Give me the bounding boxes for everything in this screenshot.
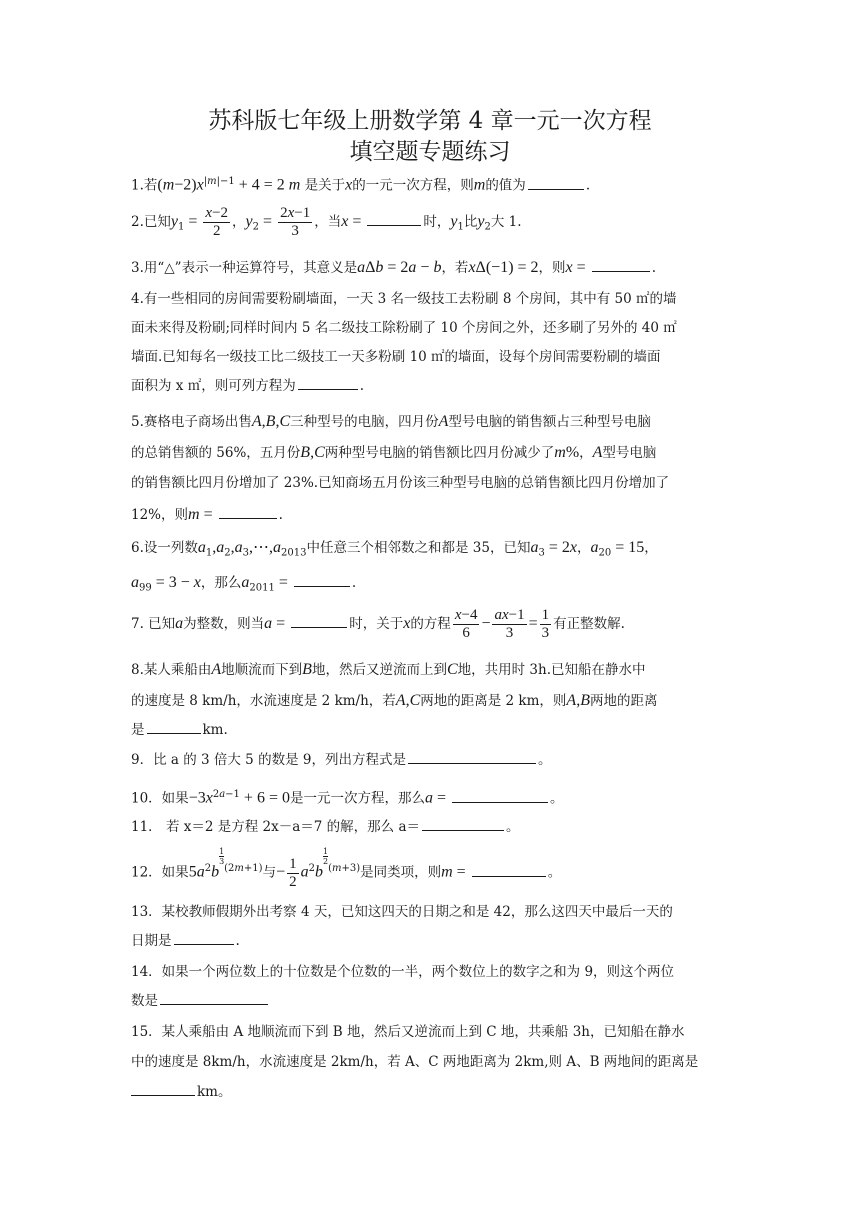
q8-text: 地，然后又逆流而上到 bbox=[311, 662, 447, 678]
question-5: 5.赛格电子商场出售A,B,C三种型号的电脑，四月份A型号电脑的销售额占三种型号电脑 bbox=[131, 413, 651, 430]
answer-blank[interactable] bbox=[472, 862, 546, 877]
q14-text: 14．如果一个两位数上的十位数是个位数的一半，两个数位上的数字之和为 9，则这个两位 bbox=[131, 964, 675, 980]
q2-text: 2.已知 bbox=[131, 214, 171, 230]
fraction: $\frac{2x-1}{3}$ bbox=[280, 205, 311, 239]
question-3: 3.用“△”表示一种运算符号，其意义是aΔb = 2a − b，若xΔ(−1) = 2，则x = . bbox=[131, 259, 656, 276]
q13-text: 日期是 bbox=[131, 933, 172, 949]
question-4-line4 bbox=[131, 372, 731, 401]
question-4 bbox=[131, 285, 731, 314]
document-subtitle: 填空题专题练习 bbox=[349, 139, 511, 165]
q12-text: 是同类项，则 bbox=[360, 864, 442, 881]
question-1: 1.若$(m-2)x^{|m|-1} + 4 = 2$ m 是关于x的一元一次方程，则m的值为 . bbox=[131, 176, 591, 194]
fraction: $\frac{x-2}{2}$ bbox=[205, 205, 229, 239]
question-11 bbox=[131, 813, 731, 842]
question-14 bbox=[131, 958, 731, 987]
q3-end: . bbox=[651, 260, 656, 276]
q8-text: 两地的距离 bbox=[589, 693, 658, 709]
q5-text: 型号电脑的销售额占三种型号电脑 bbox=[448, 414, 651, 430]
q1-text: 是关于 bbox=[304, 177, 346, 194]
question-13-line2 bbox=[131, 927, 731, 956]
question-14-line2 bbox=[131, 987, 731, 1016]
question-8-line2: 的速度是 8 km/h，水流速度是 2 km/h，若A,C两地的距离是 2 km，则A,B两地的距离 bbox=[131, 692, 658, 709]
q9-text: 9．比 a 的 3 倍大 5 的数是 9，列出方程式是 bbox=[131, 752, 406, 768]
q9-end: 。 bbox=[537, 752, 552, 768]
answer-blank[interactable] bbox=[422, 816, 504, 831]
q7-text: 时，关于 bbox=[349, 616, 404, 632]
q5-text: ， bbox=[579, 445, 593, 461]
answer-blank[interactable] bbox=[147, 719, 201, 734]
q6-text: 中任意三个相邻数之和都是 35，已知 bbox=[306, 540, 531, 556]
answer-blank[interactable] bbox=[367, 211, 421, 226]
q12-text: 与 bbox=[262, 864, 277, 881]
question-5-line4: 12%，则m = . bbox=[131, 506, 283, 523]
q8-text: 8.某人乘船由 bbox=[131, 662, 212, 678]
q8-text: 是 bbox=[131, 722, 145, 738]
q5-end: . bbox=[278, 507, 283, 523]
q5-text: 的总销售额的 56%，五月份 bbox=[131, 445, 301, 461]
answer-blank[interactable] bbox=[592, 257, 650, 272]
answer-blank[interactable] bbox=[131, 1081, 195, 1096]
question-6-line2: $a_{99} = 3 - x$，那么$a_{2011}$ = . bbox=[131, 574, 357, 594]
question-12: 12．如果$5a^2b$ $^{\frac{1}{3} (2m+1)}$与− $\frac{1}{2}$ $a^2b$ $^{\frac{1}{2} (m+3)}$是同类项，则m = 。 bbox=[131, 846, 562, 890]
q15-text: km。 bbox=[197, 1084, 232, 1100]
question-9 bbox=[131, 746, 731, 775]
q8-text: 的速度是 8 km/h，水流速度是 2 km/h，若 bbox=[131, 693, 396, 709]
q5-text: 5.赛格电子商场出售 bbox=[131, 414, 252, 430]
q8-text: 两地的距离是 2 km，则 bbox=[420, 693, 567, 709]
answer-blank[interactable] bbox=[294, 572, 350, 587]
q7-text: 为整数，则当 bbox=[183, 616, 265, 632]
q5-text: 的销售额比四月份增加了 23%.已知商场五月份该三种型号电脑的总销售额比四月份增加了 bbox=[131, 475, 670, 491]
question-5-line3 bbox=[131, 469, 731, 498]
fraction: $\frac{1}{3}$ bbox=[541, 607, 550, 641]
q1-text: 的一元一次方程，则 bbox=[352, 177, 474, 194]
question-15-line2 bbox=[131, 1048, 731, 1077]
q12-end: 。 bbox=[547, 864, 562, 881]
q4-line: 面未来得及粉刷;同样时间内 5 名二级技工除粉刷了 10 个房间之外，还多刷了另外的 40 ㎡ bbox=[131, 320, 677, 336]
q6-end: . bbox=[351, 575, 357, 591]
q13-end: . bbox=[235, 933, 240, 949]
q15-text: 15．某人乘船由 A 地顺流而下到 B 地，然后又逆流而上到 C 地，共乘船 3h，已知船在静水 bbox=[131, 1024, 685, 1040]
question-8-line3 bbox=[131, 716, 731, 745]
q7-text: 7. 已知 bbox=[131, 616, 176, 632]
q2-text: 时， bbox=[423, 214, 451, 230]
q10-text: 10．如果 bbox=[131, 790, 189, 807]
q2-text: 比 bbox=[463, 214, 478, 230]
fraction: $\frac{x-4}{6}$ bbox=[454, 607, 478, 641]
q4-line: 面积为 x ㎡，则可列方程为 bbox=[131, 378, 296, 394]
q6-text: ， bbox=[576, 540, 591, 556]
q13-text: 13．某校教师假期外出考察 4 天，已知这四天的日期之和是 42，那么这四天中最后一天的 bbox=[131, 904, 673, 920]
q8-text: 地，共用时 3h.已知船在静水中 bbox=[457, 662, 646, 678]
q10-text: 是一元一次方程，那么 bbox=[289, 790, 425, 807]
q1-text: 的值为 bbox=[485, 177, 526, 194]
question-8: 8.某人乘船由A地顺流而下到B地，然后又逆流而上到C地，共用时 3h.已知船在静水中 bbox=[131, 661, 646, 678]
q7-text: 有正整数解. bbox=[553, 616, 625, 632]
q3-text: 3.用“△”表示一种运算符号，其意义是 bbox=[131, 260, 358, 276]
q3-text: ，若 bbox=[441, 260, 469, 276]
q10-end: 。 bbox=[550, 790, 564, 807]
answer-blank[interactable] bbox=[174, 930, 234, 945]
answer-blank[interactable] bbox=[298, 375, 358, 390]
question-6: 6.设一列数$a_1,a_2,a_3,\cdots,a_{2013}$中任意三个相邻数之和都是 35，已知$a_3 = 2x$，$a_{20} = 15$， bbox=[131, 539, 658, 559]
q2-text: 大 1. bbox=[490, 214, 522, 230]
q5-text: 两种型号电脑的销售额比四月份减少了 bbox=[324, 445, 555, 461]
question-5-line2: 的总销售额的 56%，五月份B,C两种型号电脑的销售额比四月份减少了m%，A型号电脑 bbox=[131, 444, 657, 461]
fraction: $\frac{ax-1}{3}$ bbox=[494, 607, 525, 641]
q5-text: 型号电脑 bbox=[602, 445, 657, 461]
q5-text: 12%，则 bbox=[131, 507, 189, 523]
question-10: 10．如果$-3x^{2a-1} + 6 = 0$是一元一次方程，那么a = 。 bbox=[131, 789, 564, 807]
q11-text: 11． 若 x＝2 是方程 2x－a＝7 的解，那么 a＝ bbox=[131, 819, 421, 835]
question-15 bbox=[131, 1018, 731, 1047]
q4-line: 墙面.已知每名一级技工比二级技工一天多粉刷 10 ㎡的墙面，设每个房间需要粉刷的墙面 bbox=[131, 349, 661, 365]
q1-end: . bbox=[585, 177, 591, 194]
q12-text: 12．如果 bbox=[131, 864, 189, 881]
q3-text: ，则 bbox=[538, 260, 566, 276]
q5-text: 三种型号的电脑，四月份 bbox=[290, 414, 439, 430]
q7-text: 的方程 bbox=[410, 616, 451, 632]
q8-text: 地顺流而下到 bbox=[221, 662, 303, 678]
answer-blank[interactable] bbox=[452, 788, 548, 803]
question-7: 7. 已知a为整数，则当a = 时，关于x的方程 $\frac{x-4}{6}$ − $\frac{ax-1}{3}$ = $\frac{1}{3}$ 有正整数解. bbox=[131, 607, 625, 641]
q14-text: 数是 bbox=[131, 993, 158, 1009]
q6-text: ， bbox=[644, 540, 658, 556]
answer-blank[interactable] bbox=[528, 175, 584, 190]
answer-blank[interactable] bbox=[408, 749, 536, 764]
document-title: 苏科版七年级上册数学第 4 章一元一次方程 bbox=[208, 108, 652, 134]
q4-line: 4.有一些相同的房间需要粉刷墙面，一天 3 名一级技工去粉刷 8 个房间，其中有 50 ㎡的墙 bbox=[131, 291, 677, 307]
question-4-line2 bbox=[131, 314, 731, 343]
answer-blank[interactable] bbox=[219, 504, 277, 519]
q1-text: 1.若 bbox=[131, 177, 158, 194]
question-13 bbox=[131, 898, 731, 927]
answer-blank[interactable] bbox=[291, 613, 347, 628]
q8-end: km. bbox=[202, 722, 228, 738]
q11-end: 。 bbox=[506, 819, 520, 835]
q2-text: ，当 bbox=[314, 214, 342, 230]
answer-blank[interactable] bbox=[160, 990, 268, 1005]
q6-text: ，那么 bbox=[200, 575, 242, 591]
q2-sep: ， bbox=[232, 214, 246, 230]
q15-text: 中的速度是 8km/h，水流速度是 2km/h，若 A、C 两地距离为 2km,则 A、B 两地间的距离是 bbox=[131, 1054, 699, 1070]
fraction: $\frac{1}{2}$ bbox=[289, 855, 297, 890]
question-4-line3 bbox=[131, 343, 731, 372]
question-2: 2.已知$y_1$ = $\frac{x-2}{2}$ ，$y_2$ = $\frac{2x-1}{3}$ ，当x = 时，$y_1$比$y_2$大 1. bbox=[131, 205, 522, 239]
q4-end: . bbox=[359, 378, 364, 394]
q6-text: 6.设一列数 bbox=[131, 540, 198, 556]
question-15-line3 bbox=[131, 1078, 731, 1107]
